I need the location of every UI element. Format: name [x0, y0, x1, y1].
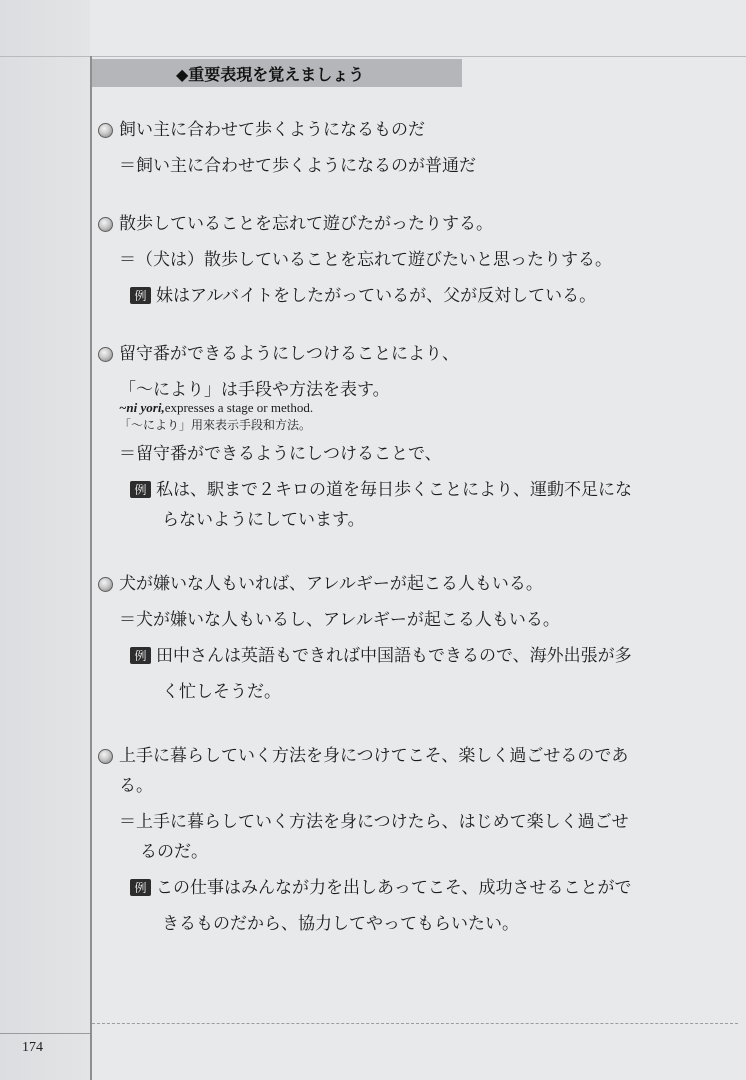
example-marker-icon: 例 [130, 879, 151, 896]
content-body [98, 104, 713, 934]
paraphrase-text: ＝上手に暮らしていく方法を身につけたら、はじめて楽しく過ごせ [119, 812, 629, 832]
bullet-icon [98, 577, 113, 592]
example-marker-icon: 例 [130, 647, 151, 664]
expression-5 [98, 730, 713, 934]
section-heading-text: ◆重要表現を覚えましょう [176, 64, 365, 84]
expression-1 [98, 104, 713, 176]
page-number: 174 [22, 1040, 43, 1055]
expression-text: 飼い主に合わせて歩くようになるものだ [119, 120, 425, 140]
page-number-rule [0, 1033, 90, 1034]
expression-text: 犬が嫌いな人もいれば、アレルギーが起こる人もいる。 [119, 574, 543, 594]
paraphrase-text: ＝（犬は）散歩していることを忘れて遊びたいと思ったりする。 [119, 250, 612, 270]
page-vertical-rule [90, 56, 92, 1080]
example-text: 私は、駅まで２キロの道を毎日歩くことにより、運動不足にな [156, 480, 632, 500]
expression-text: 上手に暮らしていく方法を身につけてこそ、楽しく過ごせるのであ [119, 746, 629, 766]
bullet-icon [98, 749, 113, 764]
paraphrase-text: ＝留守番ができるようにしつけることで、 [119, 444, 442, 464]
expression-text: 留守番ができるようにしつけることにより、 [119, 344, 459, 364]
note-chinese: 「～により」用來表示手段和方法。 [119, 418, 312, 432]
bottom-dashed-rule [92, 1023, 738, 1024]
note-english-term: ~ni yori, [119, 400, 165, 415]
example-text-continued: らないようにしています。 [162, 510, 365, 530]
expression-text: 散歩していることを忘れて遊びたがったりする。 [119, 214, 493, 234]
left-margin [0, 0, 90, 1080]
example-marker-icon: 例 [130, 287, 151, 304]
bullet-icon [98, 217, 113, 232]
expression-2 [98, 198, 713, 306]
example-text: この仕事はみんなが力を出しあってこそ、成功させることがで [156, 878, 632, 898]
paraphrase-text: ＝犬が嫌いな人もいるし、アレルギーが起こる人もいる。 [119, 610, 560, 630]
bullet-icon [98, 347, 113, 362]
example-text: 妹はアルバイトをしたがっているが、父が反対している。 [156, 286, 597, 306]
expression-4 [98, 558, 713, 702]
example-marker-icon: 例 [130, 481, 151, 498]
example-text: 田中さんは英語もできれば中国語もできるので、海外出張が多 [156, 646, 632, 666]
expression-text-continued: る。 [119, 776, 153, 796]
section-heading [92, 59, 462, 87]
note-english: expresses a stage or method. [164, 400, 314, 415]
example-text-continued: きるものだから、協力してやってもらいたい。 [162, 914, 519, 934]
example-text-continued: く忙しそうだ。 [162, 682, 281, 702]
expression-3 [98, 328, 713, 530]
paraphrase-text-continued: るのだ。 [140, 842, 208, 862]
paraphrase-text: ＝飼い主に合わせて歩くようになるのが普通だ [119, 156, 476, 176]
bullet-icon [98, 123, 113, 138]
top-rule [0, 56, 746, 57]
note-japanese: 「～により」は手段や方法を表す。 [119, 380, 390, 400]
